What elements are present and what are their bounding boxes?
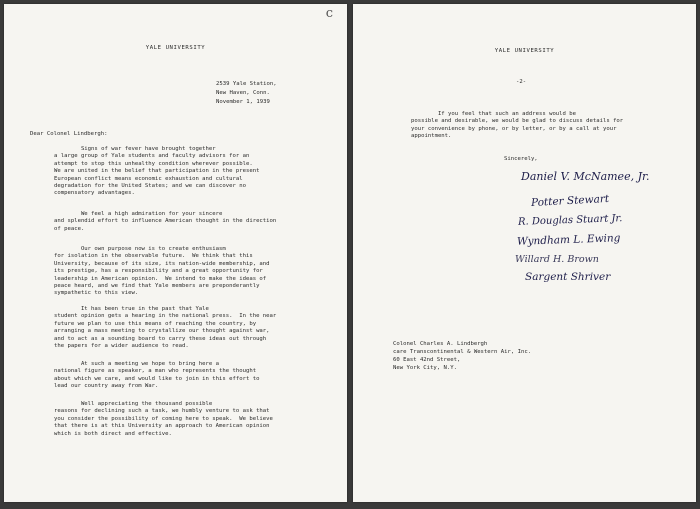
text-line: possible and desirable, we would be glad to discuss details for <box>411 118 624 125</box>
recipient-line: New York City, N.Y. <box>393 365 457 371</box>
recipient-line: Colonel Charles A. Lindbergh <box>393 341 488 347</box>
signature: R. Douglas Stuart Jr. <box>517 213 623 228</box>
text-line: for isolation in the observable future. We think that this <box>54 253 253 260</box>
recipient-line: care Transcontinental & Western Air, Inc. <box>393 349 532 355</box>
text-line: of peace. <box>54 225 85 232</box>
text-line: arranging a mass meeting to crystallize our thought against war, <box>54 328 270 335</box>
text-line: about which we care, and would like to join in this effort to <box>54 375 260 382</box>
salutation: Dear Colonel Lindbergh: <box>30 131 108 137</box>
text-line: European conflict means economic exhaustion and cultural <box>54 175 243 182</box>
text-line: Our own purpose now is to create enthusiasm <box>54 246 226 252</box>
letter-page-1 <box>4 4 347 502</box>
signature: Sargent Shriver <box>525 271 611 283</box>
text-line: and splendid effort to influence American thought in the direction <box>54 218 277 225</box>
corner-mark: c <box>325 6 333 21</box>
text-line: Signs of war fever have brought together <box>54 146 216 152</box>
text-line: University, because of its size, its nation-wide membership, and <box>54 260 270 267</box>
text-line: which is both direct and effective. <box>54 430 172 437</box>
address-line: New Haven, Conn. <box>216 90 270 96</box>
closing: Sincerely, <box>504 156 538 162</box>
text-line: sympathetic to this view. <box>54 290 139 297</box>
letter-page-2 <box>353 4 696 502</box>
signature: Daniel V. McNamee, Jr. <box>521 170 650 183</box>
text-line: your convenience by phone, or by letter, or by a call at your <box>411 125 617 132</box>
letterhead: YALE UNIVERSITY <box>145 45 206 51</box>
text-line: It has been true in the past that Yale <box>54 306 209 312</box>
text-line: you consider the possibility of coming here to speak. We believe <box>54 415 273 422</box>
address-line: 2539 Yale Station, <box>216 81 277 87</box>
text-line: peace heard, and we find that Yale members are preponderantly <box>54 283 260 289</box>
text-line: national figure as speaker, a man who represents the thought <box>54 368 257 375</box>
text-line: We are united in the belief that participation in the present <box>54 168 260 175</box>
text-line: that there is at this University an approach to American opinion <box>54 423 270 430</box>
text-line: At such a meeting we hope to bring here a <box>54 361 220 367</box>
text-line: the papers for a wider audience to read. <box>54 343 189 349</box>
text-line: If you feel that such an address would be <box>411 111 577 117</box>
text-line: student opinion gets a hearing in the national press. In the near <box>54 313 277 320</box>
text-line: degradation for the United States; and we can discover no <box>54 183 246 189</box>
text-line: attempt to stop this unhealthy condition wherever possible. <box>54 160 253 167</box>
text-line: compensatory advantages. <box>54 190 135 197</box>
text-line: and to act as a sounding board to carry these ideas out through <box>54 335 267 342</box>
signature: Potter Stewart <box>530 192 610 210</box>
letterhead: YALE UNIVERSITY <box>494 48 555 54</box>
text-line: lead our country away from War. <box>54 383 159 390</box>
page-number: -2- <box>516 79 527 85</box>
signature: Willard H. Brown <box>515 254 599 265</box>
text-line: a large group of Yale students and faculty advisors for an <box>54 153 250 160</box>
recipient-line: 60 East 42nd Street, <box>393 357 461 363</box>
text-line: leadership in American opinion. We intend to make the ideas of <box>54 275 267 282</box>
text-line: reasons for declining such a task, we humbly venture to ask that <box>54 408 270 415</box>
text-line: its prestige, has a responsibility and a great opportunity for <box>54 268 263 275</box>
text-line: appointment. <box>411 133 452 140</box>
letter-date: November 1, 1939 <box>216 99 270 105</box>
text-line: Well appreciating the thousand possible <box>54 401 213 407</box>
text-line: future we plan to use this means of reaching the country, by <box>54 320 257 327</box>
signature: Wyndham L. Ewing <box>516 232 621 248</box>
text-line: We feel a high admiration for your sincere <box>54 211 223 217</box>
